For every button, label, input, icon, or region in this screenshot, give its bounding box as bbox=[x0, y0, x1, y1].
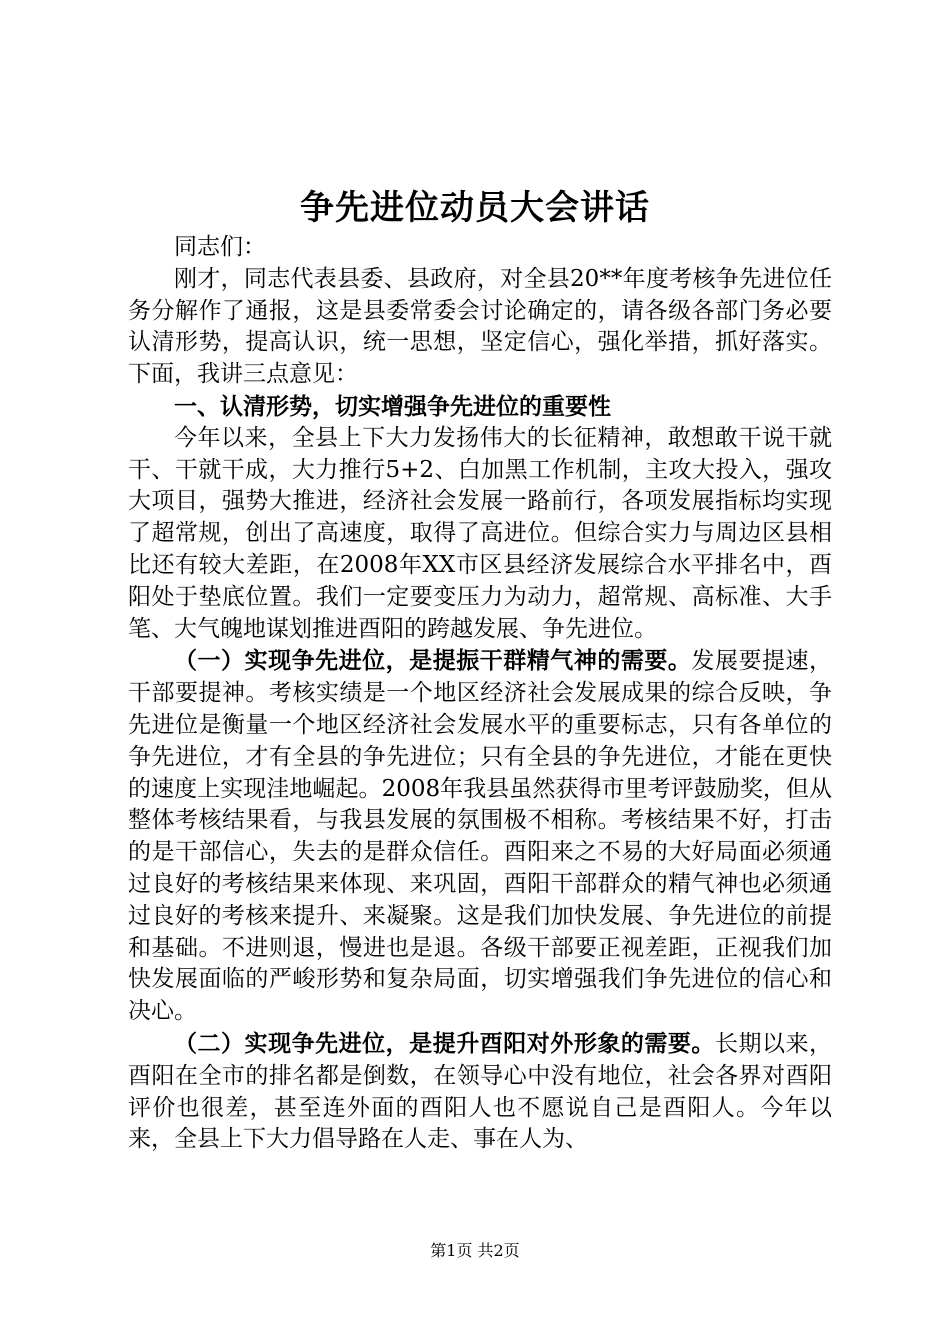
subsection-1-text: 发展要提速，干部要提神。考核实绩是一个地区经济社会发展成果的综合反映，争先进位是衡量一个地区经济社会发展水平的重要标志，只有各单位的争先进位，才有全县的争先进位；只有全县的争先进位，才能在更快的速度上实现洼地崛起。2008年我县虽然获得市里考评鼓励奖，但从整体考核结果看，与我县发展的氛围极不相称。考核结果不好，打击的是干部信心，失去的是群众信任。酉阳来之不易的大好局面必须通过良好的考核结果来体现、来巩固，酉阳干部群众的精气神也必须通过良好的考核来提升、来凝聚。这是我们加快发展、争先进位的前提和基础。不进则退，慢进也是退。各级干部要正视差距，正视我们加快发展面临的严峻形势和复杂局面，切实增强我们争先进位的信心和决心。 bbox=[128, 648, 833, 1025]
subsection-1-paragraph bbox=[128, 645, 832, 1028]
section-1-paragraph: 今年以来，全县上下大力发扬伟大的长征精神，敢想敢干说干就干、干就干成，大力推行5+2、白加黑工作机制，主攻大投入，强攻大项目，强势大推进，经济社会发展一路前行，各项发展指标均实现了超常规，创出了高速度，取得了高进位。但综合实力与周边区县相比还有较大差距，在2008年XX市区县经济发展综合水平排名中，酉阳处于垫底位置。我们一定要变压力为动力，超常规、高标准、大手笔、大气魄地谋划推进酉阳的跨越发展、争先进位。 bbox=[128, 424, 832, 642]
salutation: 同志们： bbox=[174, 234, 266, 260]
intro-paragraph: 刚才，同志代表县委、县政府，对全县20**年度考核争先进位任务分解作了通报，这是县委常委会讨论确定的，请各级各部门务必要认清形势，提高认识，统一思想，坚定信心，强化举措，抓好落实。下面，我讲三点意见： bbox=[128, 265, 832, 388]
subsection-2-paragraph bbox=[128, 1028, 832, 1156]
subsection-2-text: 长期以来，酉阳在全市的排名都是倒数，在领导心中没有地位，社会各界对酉阳评价也很差，甚至连外面的酉阳人也不愿说自己是酉阳人。今年以来，全县上下大力倡导路在人走、事在人为、 bbox=[128, 1030, 833, 1153]
subsection-2-heading: （二）实现争先进位，是提升酉阳对外形象的需要。 bbox=[174, 1029, 715, 1057]
document-title: 争先进位动员大会讲话 bbox=[300, 188, 650, 228]
document-body bbox=[128, 232, 832, 1156]
subsection-1-heading: （一）实现争先进位，是提振干群精气神的需要。 bbox=[174, 647, 692, 675]
section-1-heading: 一、认清形势，切实增强争先进位的重要性 bbox=[174, 392, 611, 420]
page-footer: 第1页 共2页 bbox=[430, 1241, 520, 1260]
